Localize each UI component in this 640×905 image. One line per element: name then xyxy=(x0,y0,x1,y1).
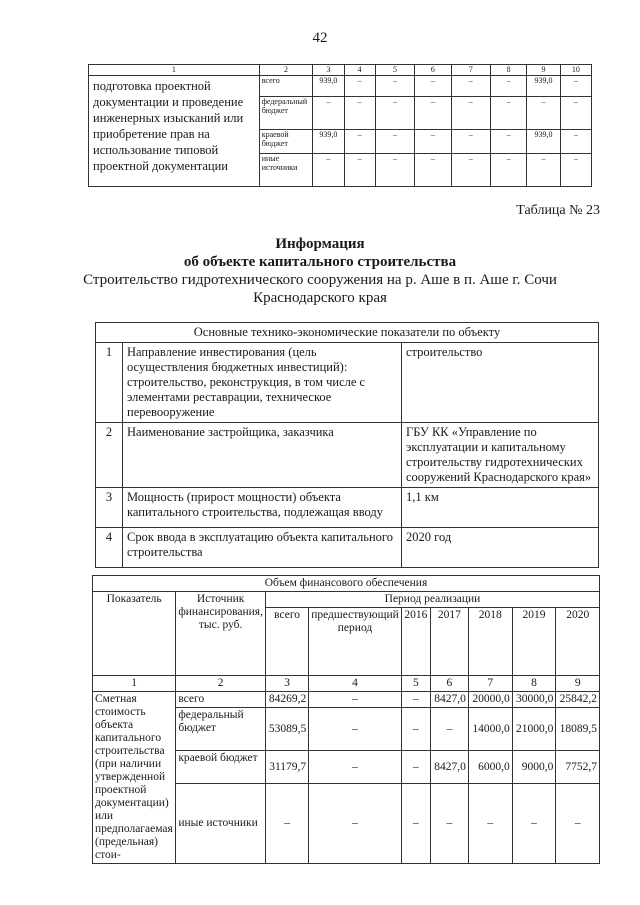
row-value: 2020 год xyxy=(402,528,599,568)
source-cell: краевой бюджет xyxy=(259,130,313,154)
value-cell: – xyxy=(556,784,600,864)
source-cell: федеральный бюджет xyxy=(259,97,313,130)
value-cell: – xyxy=(344,76,375,97)
value-cell: – xyxy=(401,708,430,751)
value-cell: 31179,7 xyxy=(265,751,308,784)
source-cell: всего xyxy=(259,76,313,97)
row-description: подготовка проектной документации и проведение инженерных изысканий или приобретение прав на использование типовой проектной документации xyxy=(89,76,260,187)
row-value: 1,1 км xyxy=(402,488,599,528)
value-cell: 14000,0 xyxy=(468,708,512,751)
table-row xyxy=(96,343,599,423)
row-label: Срок ввода в эксплуатацию объекта капитального строительства xyxy=(123,528,402,568)
table-heading: Объем финансового обеспечения xyxy=(93,576,600,592)
value-cell: – xyxy=(309,751,402,784)
value-cell: 25842,2 xyxy=(556,692,600,708)
tech-econ-table xyxy=(95,322,599,568)
value-cell: – xyxy=(451,130,490,154)
value-cell: – xyxy=(415,97,451,130)
row-label: Наименование застройщика, заказчика xyxy=(123,423,402,488)
col-num: 8 xyxy=(490,65,526,76)
value-cell: – xyxy=(490,97,526,130)
row-value: ГБУ КК «Управление по эксплуатации и капитальному строительству гидротехнических сооружений Краснодарского края» xyxy=(402,423,599,488)
page-number: 42 xyxy=(312,30,328,46)
source-cell: иные источники xyxy=(176,784,266,864)
col-num: 3 xyxy=(265,676,308,692)
col-year: 2018 xyxy=(468,608,512,676)
indicator-cell: Сметная стоимость объекта капитального строительства (при наличии утвержденной проектной документации) или предполагаемая (предельная) стои- xyxy=(93,692,176,864)
table-row xyxy=(96,488,599,528)
value-cell: – xyxy=(560,130,591,154)
row-number: 1 xyxy=(96,343,123,423)
value-cell: – xyxy=(309,708,402,751)
row-value: строительство xyxy=(402,343,599,423)
source-cell: федеральный бюджет xyxy=(176,708,266,751)
col-num: 9 xyxy=(527,65,560,76)
row-number: 2 xyxy=(96,423,123,488)
period-heading: Период реализации xyxy=(265,592,599,608)
col-num: 3 xyxy=(313,65,344,76)
value-cell: – xyxy=(401,751,430,784)
source-cell: всего xyxy=(176,692,266,708)
col-num: 1 xyxy=(93,676,176,692)
value-cell: – xyxy=(451,76,490,97)
col-year: 2020 xyxy=(556,608,600,676)
table-row xyxy=(93,692,600,708)
value-cell: – xyxy=(490,154,526,187)
value-cell: 939,0 xyxy=(313,130,344,154)
col-previous: предшествующий период xyxy=(309,608,402,676)
value-cell: – xyxy=(527,154,560,187)
value-cell: – xyxy=(309,692,402,708)
col-total: всего xyxy=(265,608,308,676)
col-indicator: Показатель xyxy=(93,592,176,676)
object-name-continued: Краснодарского края xyxy=(253,290,387,306)
value-cell: 30000,0 xyxy=(512,692,556,708)
value-cell: 21000,0 xyxy=(512,708,556,751)
value-cell: – xyxy=(401,784,430,864)
value-cell: 18089,5 xyxy=(556,708,600,751)
header-row xyxy=(93,592,600,608)
col-num: 7 xyxy=(451,65,490,76)
value-cell: – xyxy=(401,692,430,708)
value-cell: 939,0 xyxy=(527,130,560,154)
value-cell: – xyxy=(490,76,526,97)
table-heading-row xyxy=(96,323,599,343)
col-num: 4 xyxy=(309,676,402,692)
value-cell: – xyxy=(451,154,490,187)
col-num: 1 xyxy=(89,65,260,76)
value-cell: – xyxy=(451,97,490,130)
value-cell: – xyxy=(468,784,512,864)
col-num: 6 xyxy=(430,676,468,692)
value-cell: 6000,0 xyxy=(468,751,512,784)
col-num: 5 xyxy=(401,676,430,692)
col-num: 10 xyxy=(560,65,591,76)
value-cell: – xyxy=(375,130,414,154)
value-cell: – xyxy=(309,784,402,864)
info-subtitle: об объекте капитального строительства xyxy=(183,254,457,270)
value-cell: 20000,0 xyxy=(468,692,512,708)
value-cell: – xyxy=(344,97,375,130)
value-cell: – xyxy=(415,130,451,154)
col-year: 2017 xyxy=(430,608,468,676)
col-num: 9 xyxy=(556,676,600,692)
value-cell: – xyxy=(430,784,468,864)
value-cell: 939,0 xyxy=(313,76,344,97)
value-cell: – xyxy=(313,97,344,130)
value-cell: – xyxy=(375,97,414,130)
value-cell: – xyxy=(375,76,414,97)
col-num: 8 xyxy=(512,676,556,692)
value-cell: – xyxy=(512,784,556,864)
col-num: 6 xyxy=(415,65,451,76)
value-cell: – xyxy=(265,784,308,864)
source-cell: краевой бюджет xyxy=(176,751,266,784)
row-label: Мощность (прирост мощности) объекта капитального строительства, подлежащая вводу xyxy=(123,488,402,528)
table-header-row xyxy=(89,65,592,76)
object-name: Строительство гидротехнического сооружения на р. Аше в п. Аше г. Сочи xyxy=(83,272,557,288)
source-cell: иные источники xyxy=(259,154,313,187)
value-cell: – xyxy=(415,154,451,187)
table-heading: Основные технико-экономические показатели по объекту xyxy=(96,323,599,343)
value-cell: – xyxy=(527,97,560,130)
value-cell: 9000,0 xyxy=(512,751,556,784)
col-number-row xyxy=(93,676,600,692)
financing-table xyxy=(92,575,600,864)
value-cell: 53089,5 xyxy=(265,708,308,751)
col-num: 7 xyxy=(468,676,512,692)
table-heading-row xyxy=(93,576,600,592)
table-row xyxy=(89,76,592,97)
row-label: Направление инвестирования (цель осуществления бюджетных инвестиций): строительство, реконструкция, в том числе с элементами реставрации, техническое перевооружение xyxy=(123,343,402,423)
value-cell: 939,0 xyxy=(527,76,560,97)
value-cell: – xyxy=(560,154,591,187)
col-year: 2016 xyxy=(401,608,430,676)
value-cell: – xyxy=(490,130,526,154)
value-cell: 8427,0 xyxy=(430,692,468,708)
value-cell: – xyxy=(344,154,375,187)
table-label: Таблица № 23 xyxy=(516,203,600,218)
value-cell: – xyxy=(430,708,468,751)
value-cell: – xyxy=(344,130,375,154)
value-cell: – xyxy=(560,97,591,130)
value-cell: – xyxy=(560,76,591,97)
info-title: Информация xyxy=(275,236,365,252)
table-row xyxy=(96,423,599,488)
col-num: 5 xyxy=(375,65,414,76)
col-num: 2 xyxy=(259,65,313,76)
value-cell: 7752,7 xyxy=(556,751,600,784)
col-source: Источник финансирования, тыс. руб. xyxy=(176,592,266,676)
value-cell: – xyxy=(375,154,414,187)
value-cell: 84269,2 xyxy=(265,692,308,708)
table-continuation xyxy=(88,64,592,187)
col-num: 2 xyxy=(176,676,266,692)
col-year: 2019 xyxy=(512,608,556,676)
value-cell: 8427,0 xyxy=(430,751,468,784)
row-number: 4 xyxy=(96,528,123,568)
row-number: 3 xyxy=(96,488,123,528)
value-cell: – xyxy=(313,154,344,187)
table-row xyxy=(96,528,599,568)
value-cell: – xyxy=(415,76,451,97)
col-num: 4 xyxy=(344,65,375,76)
